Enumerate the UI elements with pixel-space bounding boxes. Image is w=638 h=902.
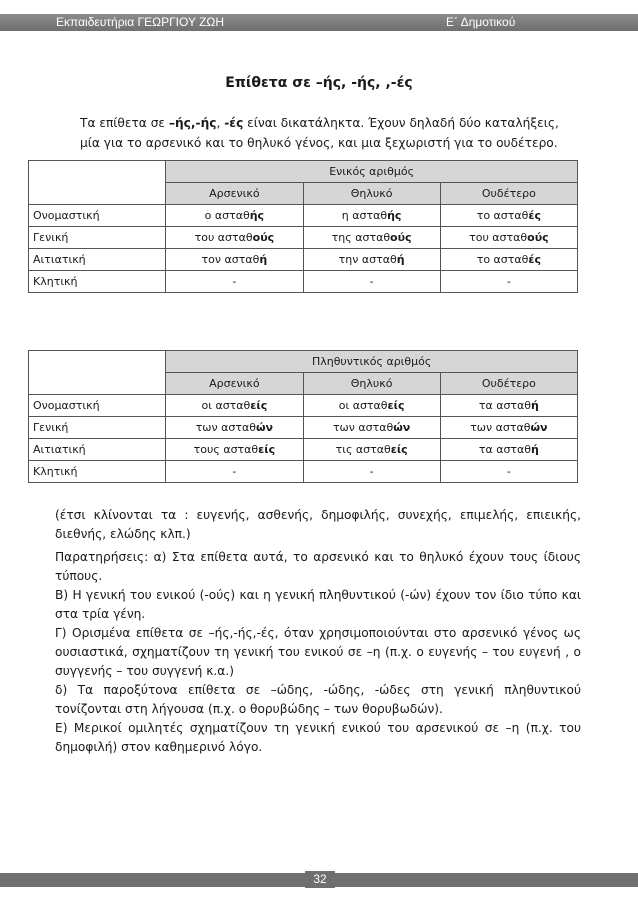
word-ending: ής (387, 209, 402, 222)
intro-bold-ending: -ές (224, 116, 244, 130)
column-header-masculine: Αρσενικό (166, 373, 303, 395)
intro-paragraph (80, 113, 580, 153)
table-row (29, 205, 578, 227)
word-stem: - (506, 275, 511, 288)
word-stem: τα ασταθ (478, 399, 532, 412)
declension-cell (303, 461, 440, 483)
table-row (29, 227, 578, 249)
case-label: Γενική (29, 227, 166, 249)
table-row (29, 271, 578, 293)
column-header-neuter: Ουδέτερο (440, 183, 577, 205)
word-stem: η ασταθ (341, 209, 388, 222)
word-ending: ούς (390, 231, 412, 244)
table-caption: Ενικός αριθμός (166, 161, 578, 183)
page-number: 32 (305, 871, 335, 888)
word-stem: τα ασταθ (478, 443, 532, 456)
word-stem: του ασταθ (194, 231, 253, 244)
declension-cell (166, 249, 303, 271)
word-ending: ή (396, 253, 405, 266)
table-corner-cell (29, 161, 166, 205)
word-ending: ή (531, 399, 539, 412)
case-label: Ονομαστική (29, 395, 166, 417)
word-stem: των ασταθ (332, 421, 394, 434)
declension-cell (440, 205, 577, 227)
word-stem: ο ασταθ (204, 209, 250, 222)
column-header-feminine: Θηλυκό (303, 183, 440, 205)
word-stem: - (369, 465, 374, 478)
word-ending: ές (528, 253, 542, 266)
note-paragraph: Ε) Μερικοί ομιλητές σχηματίζουν τη γενική ενικού του αρσενικού σε –η (π.χ. του δημοφιλή) στον καθημερινό λόγο. (55, 721, 581, 754)
declension-cell (440, 227, 577, 249)
declension-cell (440, 461, 577, 483)
column-header-feminine: Θηλυκό (303, 373, 440, 395)
declension-cell (303, 271, 440, 293)
word-stem: τους ασταθ (193, 443, 259, 456)
declension-cell (303, 439, 440, 461)
word-ending: ές (528, 209, 542, 222)
intro-text: Τα επίθετα σε (80, 116, 169, 130)
word-stem: την ασταθ (338, 253, 397, 266)
word-stem: τον ασταθ (201, 253, 260, 266)
word-stem: οι ασταθ (338, 399, 388, 412)
word-stem: το ασταθ (476, 253, 529, 266)
declension-cell (166, 271, 303, 293)
declension-cell (303, 417, 440, 439)
case-label: Ονομαστική (29, 205, 166, 227)
declension-cell (303, 249, 440, 271)
word-ending: ών (530, 421, 548, 434)
declension-cell (166, 205, 303, 227)
word-stem: της ασταθ (331, 231, 391, 244)
intro-bold-ending: –ής,-ής (168, 116, 217, 130)
word-stem: το ασταθ (476, 209, 529, 222)
declension-cell (440, 439, 577, 461)
word-stem: - (506, 465, 511, 478)
case-label: Γενική (29, 417, 166, 439)
case-label: Κλητική (29, 461, 166, 483)
page-title: Επίθετα σε –ής, -ής, ,-ές (225, 75, 413, 91)
word-ending: ών (256, 421, 274, 434)
declension-cell (166, 461, 303, 483)
declension-cell (303, 227, 440, 249)
word-ending: είς (250, 399, 268, 412)
word-ending: είς (390, 443, 408, 456)
declension-cell (166, 227, 303, 249)
table-row (29, 461, 578, 483)
declension-cell (303, 395, 440, 417)
word-stem: οι ασταθ (201, 399, 251, 412)
examples-paragraph: (έτσι κλίνονται τα : ευγενής, ασθενής, δημοφιλής, συνεχής, επιμελής, επιεικής, διεθνής, ελώδης κλπ.) (55, 508, 581, 541)
word-ending: ών (393, 421, 411, 434)
intro-text: , (216, 116, 225, 130)
table-row (29, 439, 578, 461)
table-row (29, 395, 578, 417)
table-corner-cell (29, 351, 166, 395)
header-bar (0, 14, 638, 31)
declension-cell (303, 205, 440, 227)
word-ending: ής (249, 209, 265, 222)
declension-cell (440, 271, 577, 293)
declension-cell (166, 439, 303, 461)
word-stem: των ασταθ (195, 421, 256, 434)
column-header-neuter: Ουδέτερο (440, 373, 577, 395)
word-ending: ούς (252, 231, 275, 244)
singular-declension-table (28, 160, 578, 293)
notes-section (55, 548, 581, 757)
word-stem: - (232, 275, 237, 288)
column-header-masculine: Αρσενικό (166, 183, 303, 205)
word-ending: ή (531, 443, 539, 456)
declension-cell (440, 395, 577, 417)
word-stem: - (369, 275, 374, 288)
intro-text: είναι δικατάληκτα. Έχουν δηλαδή δύο καταλήξεις, μία για το αρσενικό και το θηλυκό γένος, και μια ξεχωριστή για το ουδέτερο. (80, 116, 559, 150)
word-stem: των ασταθ (470, 421, 531, 434)
case-label: Κλητική (29, 271, 166, 293)
word-stem: του ασταθ (469, 231, 528, 244)
note-paragraph: Β) Η γενική του ενικού (-ούς) και η γενική πληθυντικού (-ών) έχουν τον ίδιο τύπο και στα τρία γένη. (55, 588, 581, 621)
plural-declension-table (28, 350, 578, 483)
word-ending: είς (387, 399, 405, 412)
word-ending: ούς (527, 231, 549, 244)
note-paragraph: Γ) Ορισμένα επίθετα σε –ής,-ής,-ές, όταν χρησιμοποιούνται στο αρσενικό γένος ως ουσιαστικά, σχηματίζουν τη γενική του ενικού σε –η (π.χ. ο ευγενής – του ευγενή , ο συγγενής – του συγγενή κ.α.) (55, 626, 581, 678)
header-school-name: Εκπαιδευτήρια ΓΕΩΡΓΙΟΥ ΖΩΗ (56, 15, 225, 29)
declension-cell (166, 417, 303, 439)
declension-cell (166, 395, 303, 417)
word-ending: ή (259, 253, 268, 266)
word-ending: είς (258, 443, 276, 456)
declension-cell (440, 249, 577, 271)
header-grade: Ε΄ Δημοτικού (446, 15, 516, 29)
table-row (29, 249, 578, 271)
table-row (29, 417, 578, 439)
word-stem: - (232, 465, 237, 478)
note-paragraph: δ) Τα παροξύτονα επίθετα σε –ώδης, -ώδης, -ώδες στη γενική πληθυντικού τονίζονται στη λήγουσα (π.χ. ο θορυβώδης – των θορυβωδών). (55, 683, 581, 716)
case-label: Αιτιατική (29, 249, 166, 271)
declension-cell (440, 417, 577, 439)
word-stem: τις ασταθ (335, 443, 391, 456)
note-paragraph: Παρατηρήσεις: α) Στα επίθετα αυτά, το αρσενικό και το θηλυκό έχουν τους ίδιους τύπους. (55, 550, 581, 583)
case-label: Αιτιατική (29, 439, 166, 461)
table-caption: Πληθυντικός αριθμός (166, 351, 578, 373)
